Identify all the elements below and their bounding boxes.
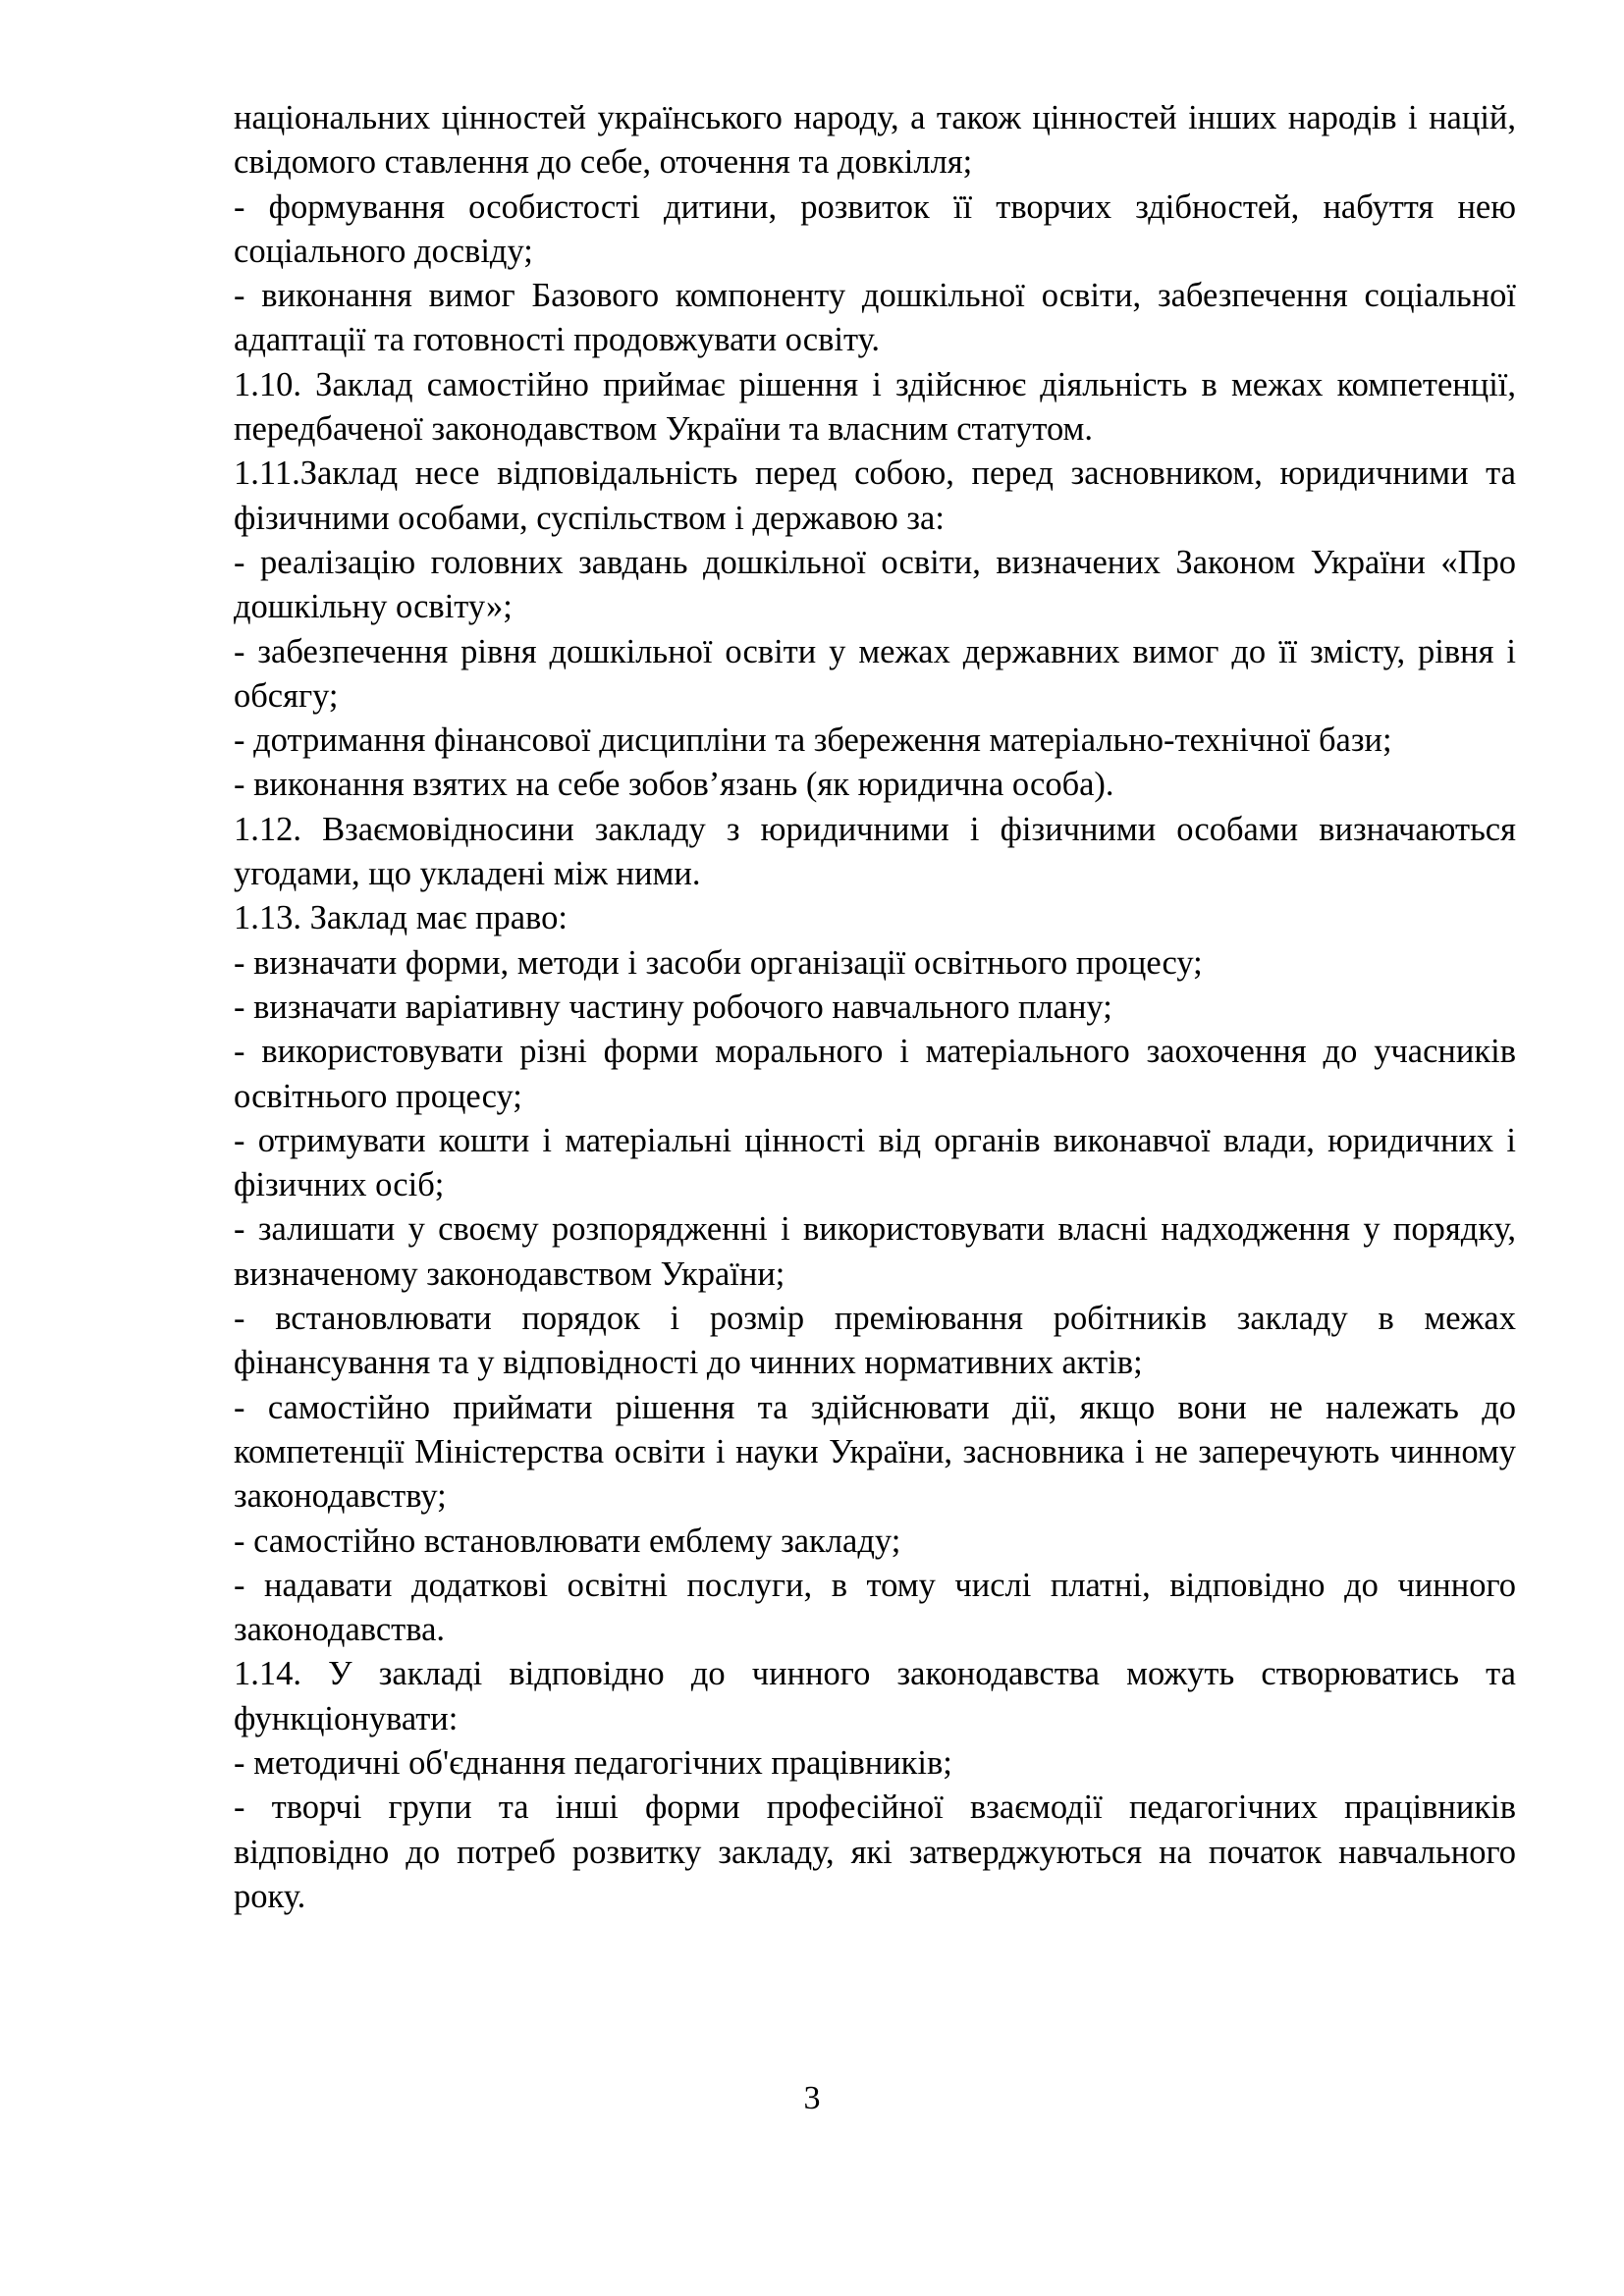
- paragraph: - отримувати кошти і матеріальні цінності від органів виконавчої влади, юридичних і фізичних осіб;: [234, 1121, 1516, 1204]
- paragraph: - методичні об'єднання педагогічних працівників;: [234, 1743, 952, 1782]
- body-text: [234, 96, 1516, 1919]
- page-number: 3: [803, 2080, 821, 2116]
- paragraph: - дотримання фінансової дисципліни та збереження матеріально-технічної бази;: [234, 721, 1392, 760]
- paragraph: 1.10. Заклад самостійно приймає рішення і здійснює діяльність в межах компетенції, передбаченої законодавством України та власним статутом.: [234, 365, 1516, 449]
- paragraph: 1.12. Взаємовідносини закладу з юридичними і фізичними особами визначаються угодами, що укладені між ними.: [234, 810, 1516, 893]
- paragraph: 1.14. У закладі відповідно до чинного законодавства можуть створюватись та функціонувати:: [234, 1655, 1516, 1737]
- paragraph: - визначати форми, методи і засоби організації освітнього процесу;: [234, 943, 1203, 982]
- paragraph: - самостійно приймати рішення та здійснювати дії, якщо вони не належать до компетенції Міністерства освіти і науки України, засновника і не заперечують чинному законодавству;: [234, 1388, 1516, 1516]
- paragraph: національних цінностей українського народу, а також цінностей інших народів і націй, свідомого ставлення до себе, оточення та довкілля;: [234, 99, 1516, 182]
- paragraph: - виконання вимог Базового компоненту дошкільної освіти, забезпечення соціальної адаптації та готовності продовжувати освіту.: [234, 277, 1516, 359]
- paragraph: - залишати у своєму розпорядженні і використовувати власні надходження у порядку, визначеному законодавством України;: [234, 1210, 1516, 1293]
- paragraph: - надавати додаткові освітні послуги, в тому числі платні, відповідно до чинного законодавства.: [234, 1566, 1516, 1649]
- paragraph: - творчі групи та інші форми професійної взаємодії педагогічних працівників відповідно до потреб розвитку закладу, які затверджуються на початок навчального року.: [234, 1789, 1516, 1915]
- paragraph: 1.13. Заклад має право:: [234, 899, 568, 937]
- paragraph: - встановлювати порядок і розмір преміювання робітників закладу в межах фінансування та у відповідності до чинних нормативних актів;: [234, 1300, 1516, 1382]
- paragraph: - реалізацію головних завдань дошкільної освіти, визначених Законом України «Про дошкільну освіту»;: [234, 543, 1516, 626]
- paragraph: - виконання взятих на себе зобов’язань (як юридична особа).: [234, 766, 1114, 804]
- paragraph: - забезпечення рівня дошкільної освіти у межах державних вимог до її змісту, рівня і обсягу;: [234, 632, 1516, 715]
- paragraph: - формування особистості дитини, розвиток її творчих здібностей, набуття нею соціального досвіду;: [234, 187, 1516, 270]
- paragraph: - самостійно встановлювати емблему закладу;: [234, 1522, 901, 1560]
- paragraph: - використовувати різні форми морального і матеріального заохочення до учасників освітнього процесу;: [234, 1033, 1516, 1115]
- paragraph: - визначати варіативну частину робочого навчального плану;: [234, 988, 1112, 1026]
- paragraph: 1.11.Заклад несе відповідальність перед собою, перед засновником, юридичними та фізичними особами, суспільством і державою за:: [234, 454, 1516, 537]
